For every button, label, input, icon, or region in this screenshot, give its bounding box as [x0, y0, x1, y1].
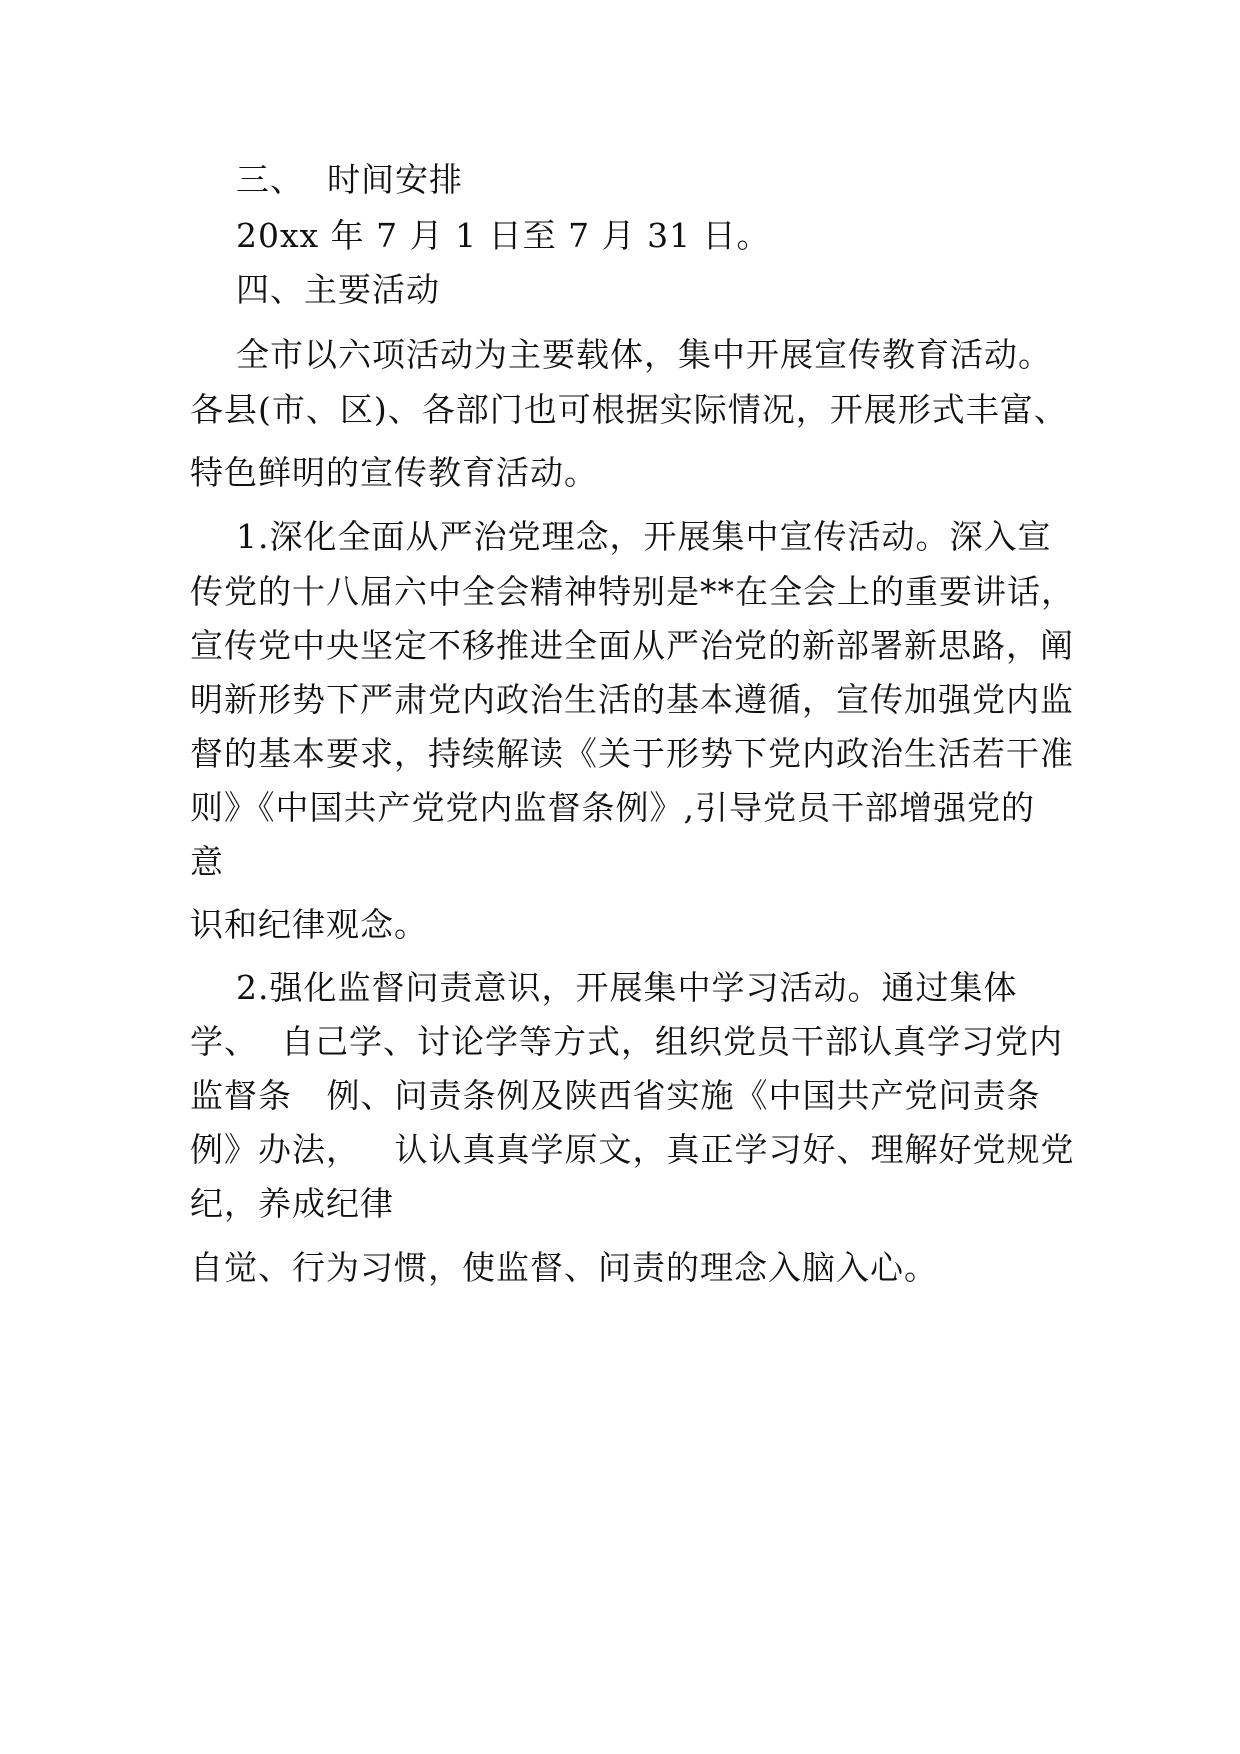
- paragraph-line: 自觉、行为习惯，使监督、问责的理念入脑入心。: [190, 1248, 938, 1287]
- section-heading-schedule: 三、 时间安排: [190, 160, 463, 199]
- paragraph-line: 纪，养成纪律: [190, 1184, 394, 1223]
- paragraph-line: 20xx 年 7 月 1 日至 7 月 31 日。: [190, 216, 771, 255]
- paragraph-line: 明新形势下严肃党内政治生活的基本遵循，宣传加强党内监: [190, 680, 1074, 719]
- paragraph-line: 宣传党中央坚定不移推进全面从严治党的新部署新思路，阐: [190, 626, 1074, 665]
- paragraph-line: 各县(市、区)、各部门也可根据实际情况，开展形式丰富、: [190, 390, 1068, 429]
- paragraph-line: 识和纪律观念。: [190, 905, 428, 944]
- paragraph-line: 传党的十八届六中全会精神特别是**在全会上的重要讲话，: [190, 572, 1075, 611]
- paragraph-line: 1.深化全面从严治党理念，开展集中宣传活动。深入宣: [190, 517, 1052, 556]
- paragraph-line: 监督条 例、问责条例及陕西省实施《中国共产党问责条: [190, 1076, 1041, 1115]
- paragraph-line: 全市以六项活动为主要载体，集中开展宣传教育活动。: [190, 335, 1052, 374]
- paragraph-line: 例》办法， 认认真真学原文，真正学习好、理解好党规党: [190, 1130, 1075, 1169]
- document-body: [190, 0, 1075, 1754]
- paragraph-line: 学、 自己学、讨论学等方式，组织党员干部认真学习党内: [190, 1022, 1063, 1061]
- paragraph-line: 则》《中国共产党党内监督条例》,引导党员干部增强党的: [190, 788, 1035, 827]
- section-heading-activities: 四、主要活动: [190, 270, 440, 309]
- paragraph-line: 特色鲜明的宣传教育活动。: [190, 453, 598, 492]
- paragraph-line: 2.强化监督问责意识，开展集中学习活动。通过集体: [190, 968, 1018, 1007]
- paragraph-line: 督的基本要求，持续解读《关于形势下党内政治生活若干准: [190, 734, 1074, 773]
- paragraph-line: 意: [190, 842, 224, 881]
